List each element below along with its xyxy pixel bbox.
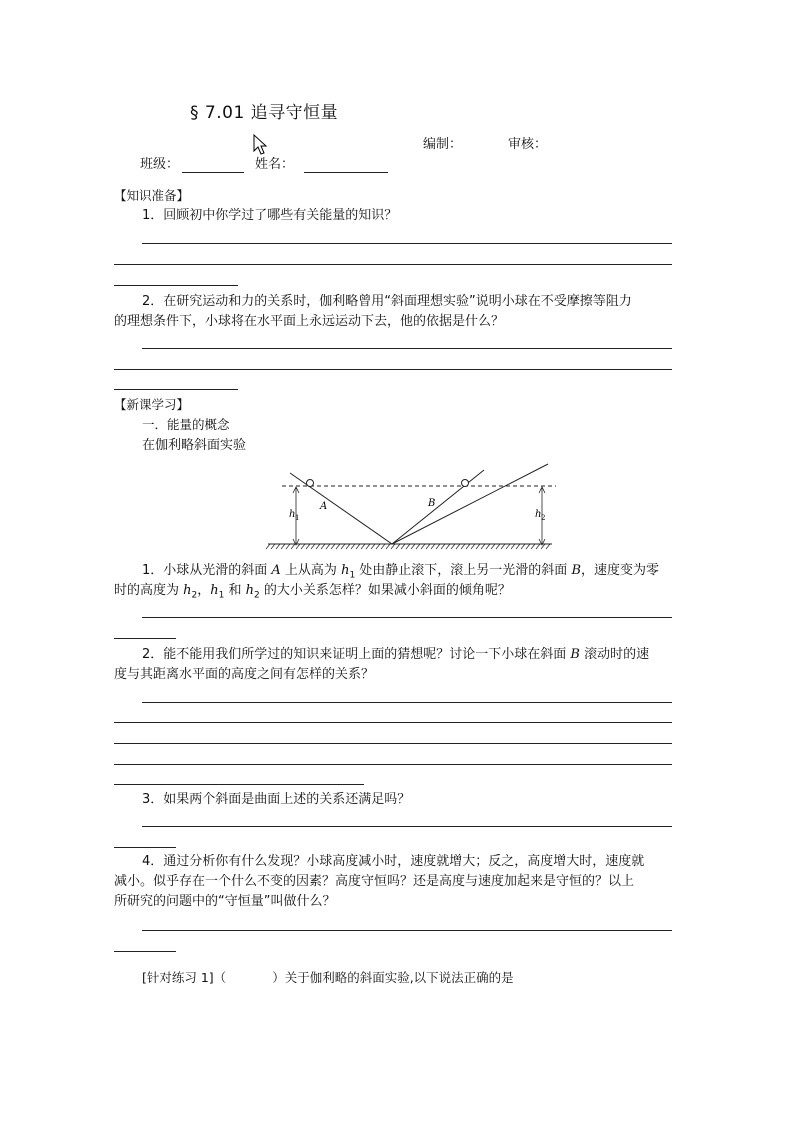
answer-line[interactable]: [114, 638, 176, 639]
hatch-mark: [526, 544, 530, 549]
hatch-mark: [536, 544, 540, 549]
hatch-mark: [396, 544, 400, 549]
editor-label: 编制：: [423, 137, 463, 152]
hatch-mark: [501, 544, 505, 549]
label-h1: h: [289, 509, 296, 520]
hatch-mark: [336, 544, 340, 549]
hatch-mark: [411, 544, 415, 549]
hatch-mark: [346, 544, 350, 549]
hatch-mark: [376, 544, 380, 549]
hatch-mark: [456, 544, 460, 549]
hatch-mark: [306, 544, 310, 549]
answer-line[interactable]: [114, 764, 672, 765]
hatch-mark: [301, 544, 305, 549]
hatch-mark: [331, 544, 335, 549]
hatch-mark: [476, 544, 480, 549]
hatch-mark: [481, 544, 485, 549]
prep-question-2-line2: 的理想条件下，小球将在水平面上永远运动下去，他的依据是什么？: [114, 314, 505, 329]
answer-line[interactable]: [142, 930, 672, 931]
name-blank[interactable]: [304, 172, 388, 173]
hatch-mark: [361, 544, 365, 549]
hatch-mark: [391, 544, 395, 549]
hatch-mark: [471, 544, 475, 549]
hatch-mark: [371, 544, 375, 549]
answer-line[interactable]: [142, 243, 672, 244]
lesson-question-1-line1: 1．小球从光滑的斜面 A 上从高为 $h_1$ 处由静止滚下，滚上另一光滑的斜面 B，速度变为零: [142, 563, 660, 581]
hatch-mark: [381, 544, 385, 549]
lesson-subheading: 一．能量的概念: [142, 417, 230, 432]
hatch-mark: [546, 544, 550, 549]
section-knowledge-prep: 【知识准备】: [114, 188, 190, 203]
hatch-mark: [461, 544, 465, 549]
lesson-intro: 在伽利略斜面实验: [142, 438, 247, 453]
ball-start: [307, 480, 314, 487]
hatch-mark: [271, 544, 275, 549]
hatch-mark: [416, 544, 420, 549]
answer-line[interactable]: [142, 617, 672, 618]
name-label: 姓名：: [255, 157, 295, 172]
answer-line[interactable]: [114, 285, 238, 286]
hatch-mark: [341, 544, 345, 549]
answer-line[interactable]: [114, 847, 176, 848]
answer-line[interactable]: [114, 369, 672, 370]
galileo-incline-diagram: [260, 458, 560, 550]
hatch-mark: [436, 544, 440, 549]
hatch-mark: [386, 544, 390, 549]
lesson-question-4-line2: 减小。似乎存在一个什么不变的因素？高度守恒吗？还是高度与速度加起来是守恒的？以上: [114, 874, 635, 889]
hatch-mark: [431, 544, 435, 549]
hatch-mark: [401, 544, 405, 549]
lesson-question-4-line1: 4．通过分析你有什么发现？小球高度减小时，速度就增大；反之，高度增大时，速度就: [142, 854, 645, 869]
lesson-question-2-line2: 度与其距离水平面的高度之间有怎样的关系？: [114, 667, 375, 682]
ball-end: [462, 480, 469, 487]
hatch-mark: [296, 544, 300, 549]
exercise-1: [针对练习 1]（ ）关于伽利略的斜面实验,以下说法正确的是: [142, 970, 514, 985]
hatch-mark: [516, 544, 520, 549]
answer-line[interactable]: [114, 784, 364, 785]
answer-line[interactable]: [142, 826, 672, 827]
incline-b-steep: [392, 470, 484, 544]
mouse-cursor-icon: [253, 134, 269, 156]
hatch-mark: [316, 544, 320, 549]
hatch-mark: [266, 544, 270, 549]
answer-line[interactable]: [142, 348, 672, 349]
lesson-question-2-line1: 2．能不能用我们所学过的知识来证明上面的猜想呢？讨论一下小球在斜面 B 滚动时的速: [142, 647, 650, 662]
hatch-mark: [326, 544, 330, 549]
answer-line[interactable]: [114, 743, 672, 744]
hatch-mark: [531, 544, 535, 549]
hatch-mark: [291, 544, 295, 549]
hatch-mark: [496, 544, 500, 549]
label-h2-sub: 2: [541, 514, 546, 522]
hatch-mark: [321, 544, 325, 549]
prep-question-1: 1．回顾初中你学过了哪些有关能量的知识？: [142, 208, 398, 223]
hatch-mark: [491, 544, 495, 549]
hatch-mark: [406, 544, 410, 549]
hatch-mark: [486, 544, 490, 549]
lesson-question-3: 3．如果两个斜面是曲面上述的关系还满足吗？: [142, 792, 411, 807]
hatch-mark: [421, 544, 425, 549]
hatch-mark: [311, 544, 315, 549]
page-title: § 7.01 追寻守恒量: [190, 103, 339, 123]
hatch-mark: [506, 544, 510, 549]
hatch-mark: [356, 544, 360, 549]
answer-line[interactable]: [114, 951, 176, 952]
reviewer-label: 审核：: [508, 137, 548, 152]
hatch-mark: [426, 544, 430, 549]
label-h2: h: [535, 509, 542, 520]
hatch-mark: [281, 544, 285, 549]
label-b: B: [428, 498, 436, 509]
hatch-mark: [511, 544, 515, 549]
class-blank[interactable]: [182, 172, 244, 173]
hatch-mark: [351, 544, 355, 549]
incline-a: [290, 473, 392, 544]
answer-line[interactable]: [114, 722, 672, 723]
hatch-mark: [466, 544, 470, 549]
answer-line[interactable]: [114, 264, 672, 265]
lesson-question-4-line3: 所研究的问题中的“守恒量”叫做什么？: [114, 894, 336, 909]
hatch-mark: [446, 544, 450, 549]
class-label: 班级：: [140, 157, 180, 172]
incline-b-shallow: [392, 464, 548, 544]
lesson-question-1-line2: 时的高度为 $h_2$，$h_1$ 和 $h_2$ 的大小关系怎样？如果减小斜面的倾角呢？: [114, 583, 511, 601]
answer-line[interactable]: [142, 702, 672, 703]
section-new-lesson: 【新课学习】: [114, 397, 190, 412]
label-h1-sub: 1: [295, 514, 300, 522]
hatch-mark: [451, 544, 455, 549]
answer-line[interactable]: [114, 389, 238, 390]
hatch-mark: [441, 544, 445, 549]
prep-question-2-line1: 2．在研究运动和力的关系时，伽利略曾用“斜面理想实验”说明小球在不受摩擦等阻力: [142, 294, 632, 309]
hatch-mark: [286, 544, 290, 549]
label-a: A: [320, 501, 328, 512]
hatch-mark: [276, 544, 280, 549]
hatch-mark: [521, 544, 525, 549]
hatch-mark: [366, 544, 370, 549]
